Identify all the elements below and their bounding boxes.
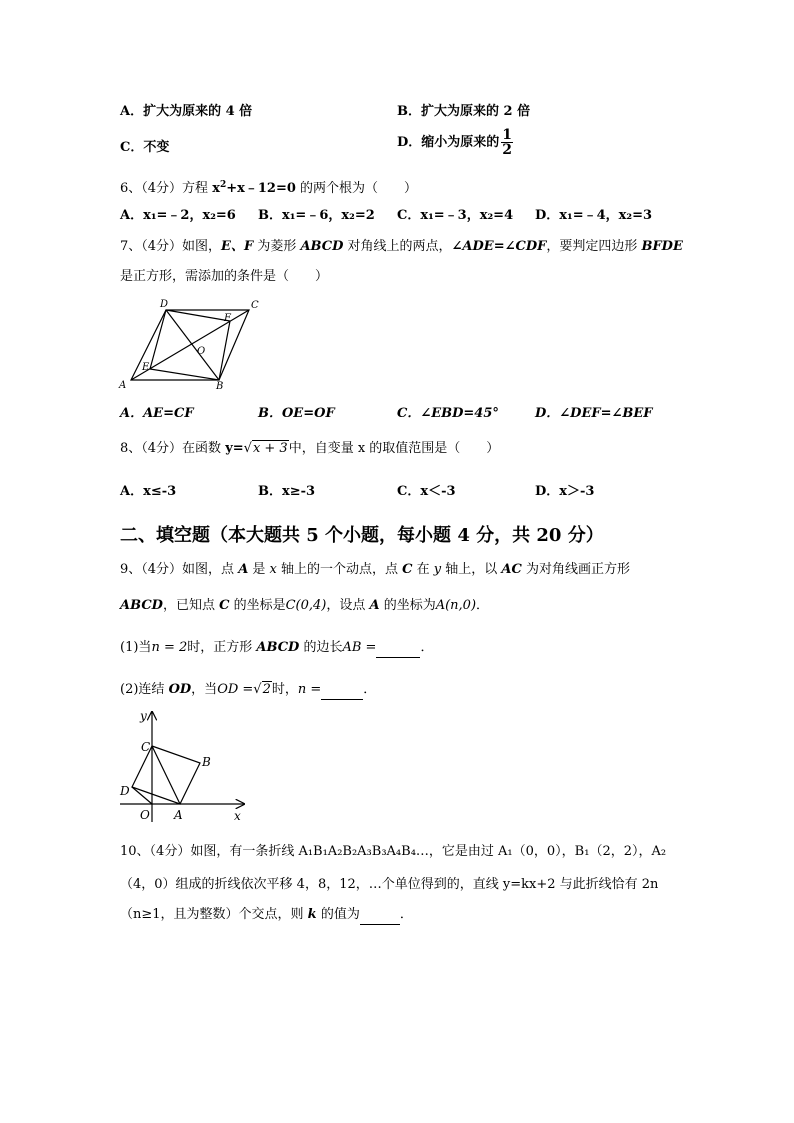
q8-option-d: D．x＞-3: [535, 484, 595, 499]
label-a: A: [174, 808, 183, 822]
q9-sub1: (1)当n = 2时，正方形 ABCD 的边长AB = ．: [120, 639, 433, 658]
diagonal-bd: [166, 310, 219, 380]
q7-option-d: D．∠DEF=∠BEF: [535, 406, 653, 421]
q7-stem-line1: 7、（4分）如图，E、F 为菱形 ABCD 对角线上的两点，∠ADE=∠CDF，要判定四边形 BFDE: [120, 239, 683, 254]
q10-stem-line1: 10、（4分）如图，有一条折线 A₁B₁A₂B₂A₃B₃A₄B₄…，它是由过 A₁（0，0），B₁（2，2），A₂: [120, 844, 667, 859]
q6-stem: 6、（4分）方程 $x^2+x﹣12=0$ 的两个根为（ ）: [120, 180, 418, 196]
label-e: E: [142, 362, 150, 373]
q9-sub2: (2)连结 OD，当OD =√2时，n = ．: [120, 681, 376, 700]
label-b: B: [216, 381, 224, 392]
q5-option-d: [397, 128, 513, 157]
label-o: O: [197, 346, 206, 357]
q6-option-d: D．x₁=﹣4，x₂=3: [535, 208, 653, 223]
coordinate-c: C(0,4): [285, 598, 327, 613]
sqrt-symbol: √: [243, 441, 252, 456]
q7-option-b: B．OE=OF: [258, 406, 335, 421]
q8-stem: 8、（4分）在函数 y=√x + 3中，自变量 x 的取值范围是（ ）: [120, 441, 500, 456]
q7-stem-line2: 是正方形，需添加的条件是（ ）: [120, 269, 329, 284]
q6-option-c: C．x₁=﹣3，x₂=4: [397, 208, 514, 223]
q5-option-c: C．不变: [120, 140, 170, 155]
q6-option-a: A．x₁=﹣2，x₂=6: [120, 208, 236, 223]
coordinate-a: A(n,0): [435, 598, 477, 613]
q7-option-c: C．∠EBD=45°: [397, 406, 499, 421]
label-c: C: [251, 300, 259, 311]
q7-rhombus-figure: [114, 296, 274, 392]
label-x: x: [234, 809, 241, 823]
q8-option-b: B．x≥-3: [258, 484, 316, 499]
label-c: C: [141, 740, 151, 754]
label-a: A: [119, 380, 127, 391]
q9-coordinate-figure: [112, 706, 252, 826]
q7-option-a: A．AE=CF: [120, 406, 194, 421]
label-d: D: [160, 299, 169, 310]
segment-od: [132, 787, 152, 804]
q8-option-c: C．x＜-3: [397, 484, 456, 499]
label-y: y: [140, 709, 147, 723]
label-o: O: [140, 808, 150, 822]
q6-option-b: B．x₁=﹣6，x₂=2: [258, 208, 375, 223]
label-b: B: [202, 755, 211, 769]
radicand: x + 3: [252, 441, 288, 456]
answer-blank-k[interactable]: [360, 906, 400, 925]
q10-stem-line2: （4，0）组成的折线依次平移 4，8，12，…个单位得到的，直线 y=kx+2 与此折线恰有 2n: [120, 877, 659, 892]
label-d: D: [120, 784, 130, 798]
answer-blank-ab[interactable]: [376, 639, 420, 658]
section-heading-fill-in-blank: 二、填空题（本大题共 5 个小题，每小题 4 分，共 20 分）: [120, 525, 604, 546]
fraction-one-half: $\frac{1}{2}$: [502, 127, 513, 158]
q8-option-a: A．x≤-3: [120, 484, 177, 499]
q10-stem-line3: （n≥1，且为整数）个交点，则 k 的值为 ．: [120, 906, 413, 925]
q5-option-b: B．扩大为原来的 2 倍: [397, 104, 531, 119]
q9-stem-line1: 9、（4分）如图，点 A 是 x 轴上的一个动点，点 C 在 y 轴上，以 AC 为对角线画正方形: [120, 562, 630, 577]
q5-option-a: A．扩大为原来的 4 倍: [120, 104, 253, 119]
q5-option-d-text: D．缩小为原来的: [397, 135, 500, 150]
q9-stem-line2: ABCD，已知点 C 的坐标是C(0,4)，设点 A 的坐标为A(n,0)．: [120, 598, 490, 613]
label-f: F: [224, 313, 231, 324]
answer-blank-n[interactable]: [321, 681, 363, 700]
